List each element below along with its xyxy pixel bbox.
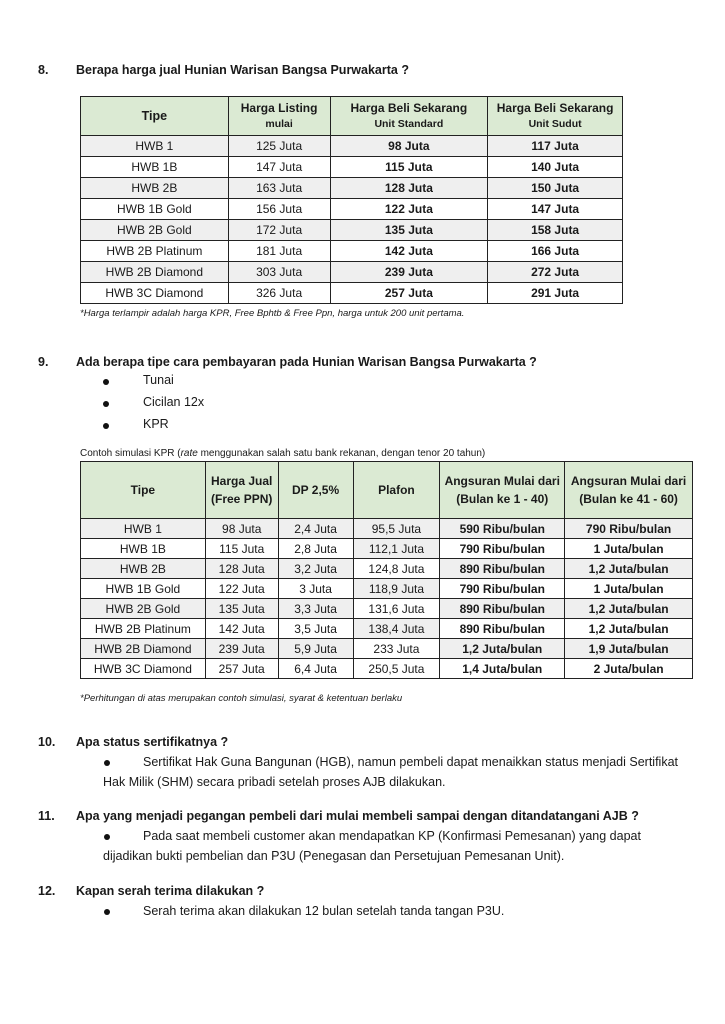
- header-cell: Tipe: [81, 97, 229, 136]
- price-table-row: [81, 220, 623, 241]
- table-cell: 890 Ribu/bulan: [440, 559, 565, 579]
- question-text: Kapan serah terima dilakukan ?: [76, 884, 265, 898]
- question-number: 11.: [38, 809, 55, 823]
- table-cell: 166 Juta: [488, 241, 623, 262]
- table-cell: 117 Juta: [488, 136, 623, 157]
- question-11: [38, 809, 639, 823]
- table-cell: 128 Juta: [205, 559, 278, 579]
- question-10: [38, 735, 228, 749]
- table-cell: 3,3 Juta: [278, 599, 353, 619]
- table-cell: 124,8 Juta: [353, 559, 440, 579]
- table-cell: HWB 2B Diamond: [81, 639, 206, 659]
- answer-10-line-1: Sertifikat Hak Guna Bangunan (HGB), namun pembeli dapat menaikkan status menjadi Sertifikat: [143, 755, 678, 769]
- header-cell: Harga Listing mulai: [228, 97, 330, 136]
- table-cell: 326 Juta: [228, 283, 330, 304]
- header-cell: Plafon: [353, 462, 440, 519]
- table-cell: 303 Juta: [228, 262, 330, 283]
- table-cell: 98 Juta: [205, 519, 278, 539]
- table-cell: 257 Juta: [330, 283, 488, 304]
- table-cell: 115 Juta: [330, 157, 488, 178]
- table-cell: HWB 1B Gold: [81, 199, 229, 220]
- kpr-table-row: [81, 599, 693, 619]
- table-cell: HWB 2B Gold: [81, 220, 229, 241]
- header-cell: Harga Jual (Free PPN): [205, 462, 278, 519]
- table-cell: 95,5 Juta: [353, 519, 440, 539]
- kpr-table-row: [81, 559, 693, 579]
- table-cell: 140 Juta: [488, 157, 623, 178]
- kpr-table-row: [81, 659, 693, 679]
- table-cell: HWB 2B Platinum: [81, 241, 229, 262]
- table-cell: 112,1 Juta: [353, 539, 440, 559]
- table-cell: 163 Juta: [228, 178, 330, 199]
- table-cell: 150 Juta: [488, 178, 623, 199]
- table-cell: 590 Ribu/bulan: [440, 519, 565, 539]
- header-cell: Tipe: [81, 462, 206, 519]
- table-cell: HWB 1B: [81, 157, 229, 178]
- table-cell: 239 Juta: [330, 262, 488, 283]
- table-cell: 5,9 Juta: [278, 639, 353, 659]
- table-cell: HWB 3C Diamond: [81, 283, 229, 304]
- simulation-caption: Contoh simulasi KPR (rate menggunakan salah satu bank rekanan, dengan tenor 20 tahun): [80, 448, 486, 459]
- table-cell: 1,2 Juta/bulan: [565, 619, 693, 639]
- question-text: Apa yang menjadi pegangan pembeli dari mulai membeli sampai dengan ditandatangani AJB ?: [76, 809, 639, 823]
- kpr-table-row: [81, 519, 693, 539]
- table-cell: 6,4 Juta: [278, 659, 353, 679]
- simulation-note: *Perhitungan di atas merupakan contoh simulasi, syarat & ketentuan berlaku: [80, 693, 403, 704]
- answer-12-line-1: Serah terima akan dilakukan 12 bulan setelah tanda tangan P3U.: [143, 904, 505, 918]
- table-cell: 181 Juta: [228, 241, 330, 262]
- question-9: [38, 355, 537, 369]
- table-cell: 142 Juta: [205, 619, 278, 639]
- table-cell: 1 Juta/bulan: [565, 539, 693, 559]
- header-cell: Harga Beli Sekarang Unit Standard: [330, 97, 488, 136]
- table-cell: 790 Ribu/bulan: [440, 579, 565, 599]
- table-cell: 138,4 Juta: [353, 619, 440, 639]
- table-cell: 135 Juta: [330, 220, 488, 241]
- table-cell: 156 Juta: [228, 199, 330, 220]
- table-cell: 790 Ribu/bulan: [440, 539, 565, 559]
- list-item: Cicilan 12x: [143, 395, 205, 409]
- table-cell: HWB 1: [81, 136, 229, 157]
- kpr-table-row: [81, 619, 693, 639]
- table-cell: 291 Juta: [488, 283, 623, 304]
- table-cell: 890 Ribu/bulan: [440, 599, 565, 619]
- table-cell: 1,2 Juta/bulan: [565, 599, 693, 619]
- kpr-table-header: [81, 462, 693, 519]
- table-cell: 2,4 Juta: [278, 519, 353, 539]
- table-cell: 272 Juta: [488, 262, 623, 283]
- table-cell: HWB 2B: [81, 559, 206, 579]
- table-cell: 122 Juta: [330, 199, 488, 220]
- table-cell: 1 Juta/bulan: [565, 579, 693, 599]
- table-cell: 3,2 Juta: [278, 559, 353, 579]
- kpr-table-row: [81, 639, 693, 659]
- table-cell: HWB 2B Platinum: [81, 619, 206, 639]
- answer-11-line-1: Pada saat membeli customer akan mendapatkan KP (Konfirmasi Pemesanan) yang dapat: [143, 829, 641, 843]
- table-cell: 3 Juta: [278, 579, 353, 599]
- table-cell: 1,9 Juta/bulan: [565, 639, 693, 659]
- header-cell: Harga Beli Sekarang Unit Sudut: [488, 97, 623, 136]
- kpr-simulation-table: [80, 461, 693, 679]
- table-cell: 1,2 Juta/bulan: [565, 559, 693, 579]
- table-cell: 233 Juta: [353, 639, 440, 659]
- list-item: Tunai: [143, 373, 174, 387]
- price-table-row: [81, 178, 623, 199]
- price-table-row: [81, 283, 623, 304]
- price-table: [80, 96, 623, 304]
- table-cell: 128 Juta: [330, 178, 488, 199]
- bullet-icon: [103, 379, 109, 385]
- table-cell: 125 Juta: [228, 136, 330, 157]
- table-cell: 239 Juta: [205, 639, 278, 659]
- price-table-row: [81, 136, 623, 157]
- table-cell: 118,9 Juta: [353, 579, 440, 599]
- table-cell: 147 Juta: [228, 157, 330, 178]
- table-cell: HWB 1: [81, 519, 206, 539]
- table-cell: HWB 2B: [81, 178, 229, 199]
- question-8: [38, 63, 409, 77]
- table-cell: 790 Ribu/bulan: [565, 519, 693, 539]
- question-number: 8.: [38, 63, 49, 77]
- table-cell: 135 Juta: [205, 599, 278, 619]
- table-cell: 172 Juta: [228, 220, 330, 241]
- question-text: Ada berapa tipe cara pembayaran pada Hunian Warisan Bangsa Purwakarta ?: [76, 355, 537, 369]
- price-table-header: [81, 97, 623, 136]
- header-cell: Angsuran Mulai dari (Bulan ke 41 - 60): [565, 462, 693, 519]
- bullet-icon: [103, 401, 109, 407]
- question-text: Apa status sertifikatnya ?: [76, 735, 229, 749]
- bullet-icon: [104, 760, 110, 766]
- table-cell: 3,5 Juta: [278, 619, 353, 639]
- price-table-row: [81, 199, 623, 220]
- header-cell: DP 2,5%: [278, 462, 353, 519]
- table-cell: HWB 1B Gold: [81, 579, 206, 599]
- question-12: [38, 884, 264, 898]
- question-number: 9.: [38, 355, 49, 369]
- answer-10-line-2: Hak Milik (SHM) secara pribadi setelah proses AJB dilakukan.: [103, 775, 446, 789]
- bullet-icon: [104, 909, 110, 915]
- list-item: KPR: [143, 417, 169, 431]
- table-cell: 142 Juta: [330, 241, 488, 262]
- price-table-row: [81, 262, 623, 283]
- question-number: 10.: [38, 735, 56, 749]
- table-cell: HWB 2B Gold: [81, 599, 206, 619]
- header-cell: Angsuran Mulai dari (Bulan ke 1 - 40): [440, 462, 565, 519]
- question-text: Berapa harga jual Hunian Warisan Bangsa Purwakarta ?: [76, 63, 409, 77]
- table-cell: 115 Juta: [205, 539, 278, 559]
- table-cell: HWB 3C Diamond: [81, 659, 206, 679]
- table-cell: 1,2 Juta/bulan: [440, 639, 565, 659]
- table-cell: 2,8 Juta: [278, 539, 353, 559]
- table-cell: 131,6 Juta: [353, 599, 440, 619]
- question-number: 12.: [38, 884, 56, 898]
- table-cell: HWB 2B Diamond: [81, 262, 229, 283]
- bullet-icon: [103, 423, 109, 429]
- table-cell: 98 Juta: [330, 136, 488, 157]
- table-cell: 890 Ribu/bulan: [440, 619, 565, 639]
- table-cell: 1,4 Juta/bulan: [440, 659, 565, 679]
- bullet-icon: [104, 834, 110, 840]
- table-cell: 122 Juta: [205, 579, 278, 599]
- kpr-table-row: [81, 539, 693, 559]
- price-table-row: [81, 241, 623, 262]
- table-cell: 158 Juta: [488, 220, 623, 241]
- table-cell: 257 Juta: [205, 659, 278, 679]
- kpr-table-row: [81, 579, 693, 599]
- table-cell: 147 Juta: [488, 199, 623, 220]
- price-note: *Harga terlampir adalah harga KPR, Free Bphtb & Free Ppn, harga untuk 200 unit pertama.: [80, 308, 465, 319]
- price-table-row: [81, 157, 623, 178]
- answer-11-line-2: dijadikan bukti pembelian dan P3U (Penegasan dan Persetujuan Pemesanan Unit).: [103, 849, 565, 863]
- table-cell: 2 Juta/bulan: [565, 659, 693, 679]
- table-cell: HWB 1B: [81, 539, 206, 559]
- table-cell: 250,5 Juta: [353, 659, 440, 679]
